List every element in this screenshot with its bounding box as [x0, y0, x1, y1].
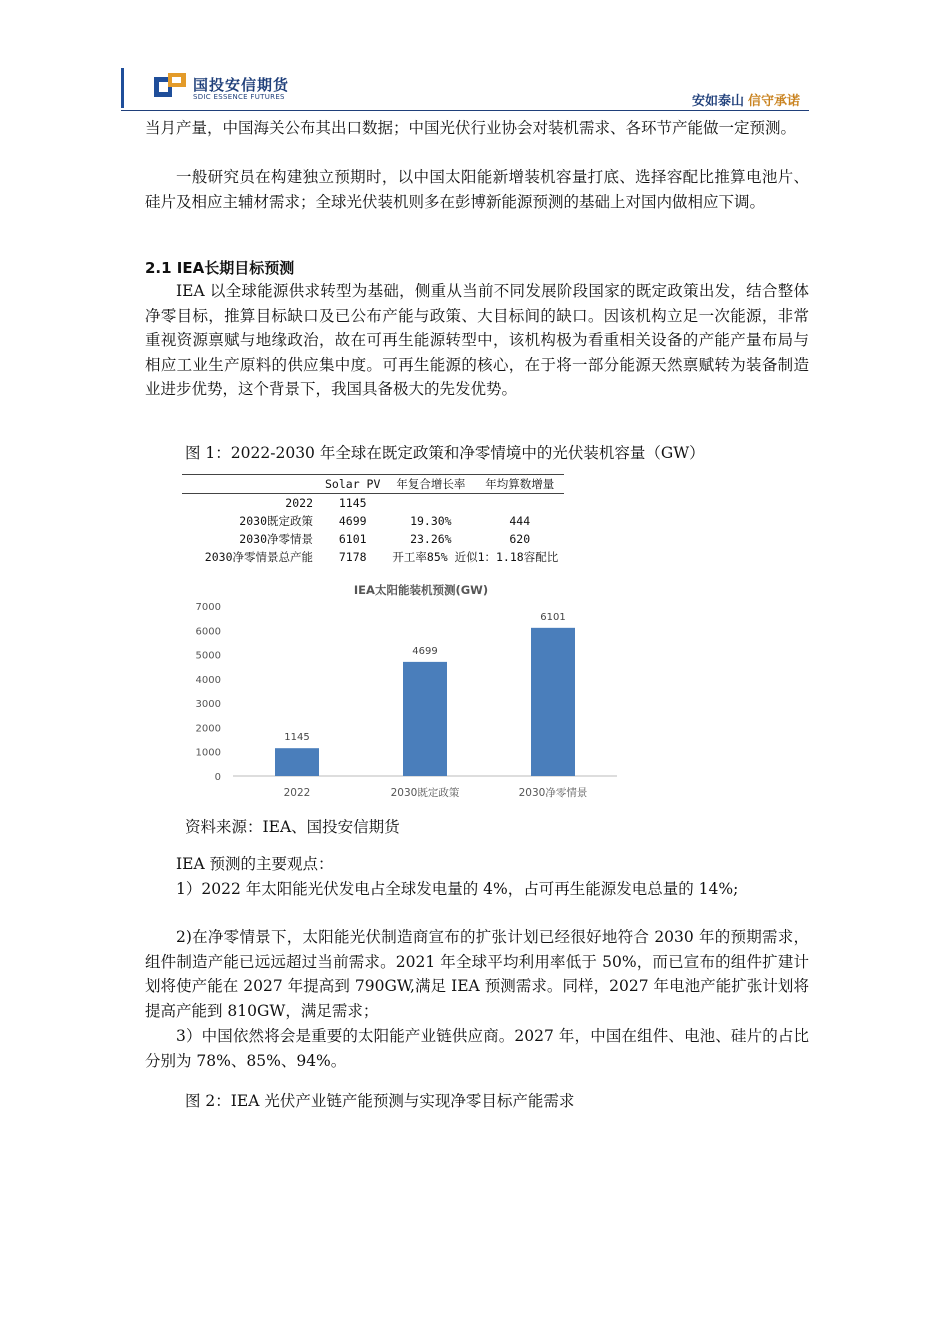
table-cell: [386, 494, 475, 513]
table-cell: 2030既定政策: [239, 514, 313, 528]
y-tick-label: 3000: [195, 699, 221, 711]
table-cell: 2022: [285, 496, 313, 510]
table-header-cell: 年均算数增量: [475, 475, 564, 494]
table-cell: 开工率85% 近似1：1.18容配比: [392, 550, 559, 564]
view-2: 2)在净零情景下，太阳能光伏制造商宣布的扩张计划已经很好地符合 2030 年的预期需求，组件制造产能已远远超过当前需求。2021 年全球平均利用率低于 50%，而已宣布的组件扩建计划将使产能在 2027 年提高到 790GW,满足 IEA 预测需求。同样，2027 年电池产能扩张计划将提高产能到 810GW，满足需求；: [145, 928, 809, 1020]
data-table: [182, 474, 564, 566]
x-tick-label: 2030净零情景: [518, 787, 588, 799]
bar-chart: [185, 578, 625, 808]
table-cell: 444: [509, 514, 531, 528]
data-label: 6101: [540, 611, 566, 623]
table-cell: 1145: [338, 496, 367, 510]
table-cell: 2030净零情景: [239, 532, 313, 546]
slogan-part-b: 信守承诺: [747, 94, 800, 109]
y-tick-label: 7000: [195, 602, 221, 613]
header-slogan: [692, 90, 800, 109]
table-cell: 4699: [338, 514, 367, 528]
table-cell: 7178: [338, 550, 367, 564]
company-logo-icon: [154, 73, 188, 101]
source-note: 资料来源：IEA、国投安信期货: [185, 818, 400, 836]
table-header-row: [182, 475, 564, 494]
x-tick-label: 2022: [283, 787, 311, 799]
view-1: 1）2022 年太阳能光伏发电占全球发电量的 4%，占可再生能源发电总量的 14%;: [176, 880, 739, 898]
table-cell: 620: [509, 532, 531, 546]
section-title: 2.1 IEA长期目标预测: [145, 259, 295, 277]
paragraph-2: 一般研究员在构建独立预期时，以中国太阳能新增装机容量打底、选择容配比推算电池片、硅片及相应主辅材需求；全球光伏装机则多在彭博新能源预测的基础上对国内做相应下调。: [145, 168, 809, 211]
paragraph-1: 当月产量，中国海关公布其出口数据；中国光伏行业协会对装机需求、各环节产能做一定预测。: [145, 119, 797, 137]
table-cell: [475, 494, 564, 513]
y-tick-label: 4000: [195, 674, 221, 686]
figure-1-caption: 图 1：2022-2030 年全球在既定政策和净零情境中的光伏装机容量（GW）: [185, 444, 705, 462]
chart-title: IEA太阳能装机预测(GW): [353, 583, 489, 597]
table-header-cell: [182, 475, 319, 494]
logo-text-en: SDIC ESSENCE FUTURES: [193, 93, 285, 101]
table-row: [182, 512, 564, 530]
bar: [531, 628, 575, 776]
bar: [275, 748, 319, 776]
header-divider: [121, 110, 809, 111]
table-header-cell: 年复合增长率: [386, 475, 475, 494]
table-row: [182, 530, 564, 548]
data-label: 1145: [284, 732, 310, 744]
paragraph-3: IEA 以全球能源供求转型为基础，侧重从当前不同发展阶段国家的既定政策出发，结合整体净零目标，推算目标缺口及已公布产能与政策、大目标间的缺口。因该机构立足一次能源，非常重视资源禀赋与地缘政治，故在可再生能源转型中，该机构极为看重相关设备的产能产量布局与相应工业生产原料的供应集中度。可再生能源的核心，在于将一部分能源天然禀赋转为装备制造业进步优势，这个背景下，我国具备极大的先发优势。: [145, 282, 809, 398]
slogan-part-a: 安如泰山: [691, 94, 744, 109]
table-cell: 2030净零情景总产能: [204, 550, 313, 564]
header-accent-bar: [121, 68, 124, 108]
y-tick-label: 1000: [195, 747, 221, 759]
view-3: 3）中国依然将会是重要的太阳能产业链供应商。2027 年，中国在组件、电池、硅片的占比分别为 78%、85%、94%。: [145, 1027, 809, 1070]
views-title: IEA 预测的主要观点：: [176, 855, 334, 873]
y-tick-label: 2000: [195, 723, 221, 735]
table-header-cell: Solar PV: [319, 475, 386, 494]
y-tick-label: 0: [214, 772, 221, 783]
table-cell: 6101: [338, 532, 367, 546]
bar: [403, 662, 447, 776]
figure-2-caption: 图 2：IEA 光伏产业链产能预测与实现净零目标产能需求: [185, 1092, 575, 1110]
y-tick-label: 5000: [195, 650, 221, 662]
table-row: [182, 494, 564, 513]
data-label: 4699: [412, 645, 438, 657]
table-cell: 19.30%: [410, 514, 452, 528]
y-tick-label: 6000: [195, 626, 221, 638]
table-cell: 23.26%: [410, 532, 452, 546]
x-tick-label: 2030既定政策: [390, 787, 460, 799]
table-row: [182, 548, 564, 566]
logo-text-cn: 国投安信期货: [193, 76, 290, 94]
